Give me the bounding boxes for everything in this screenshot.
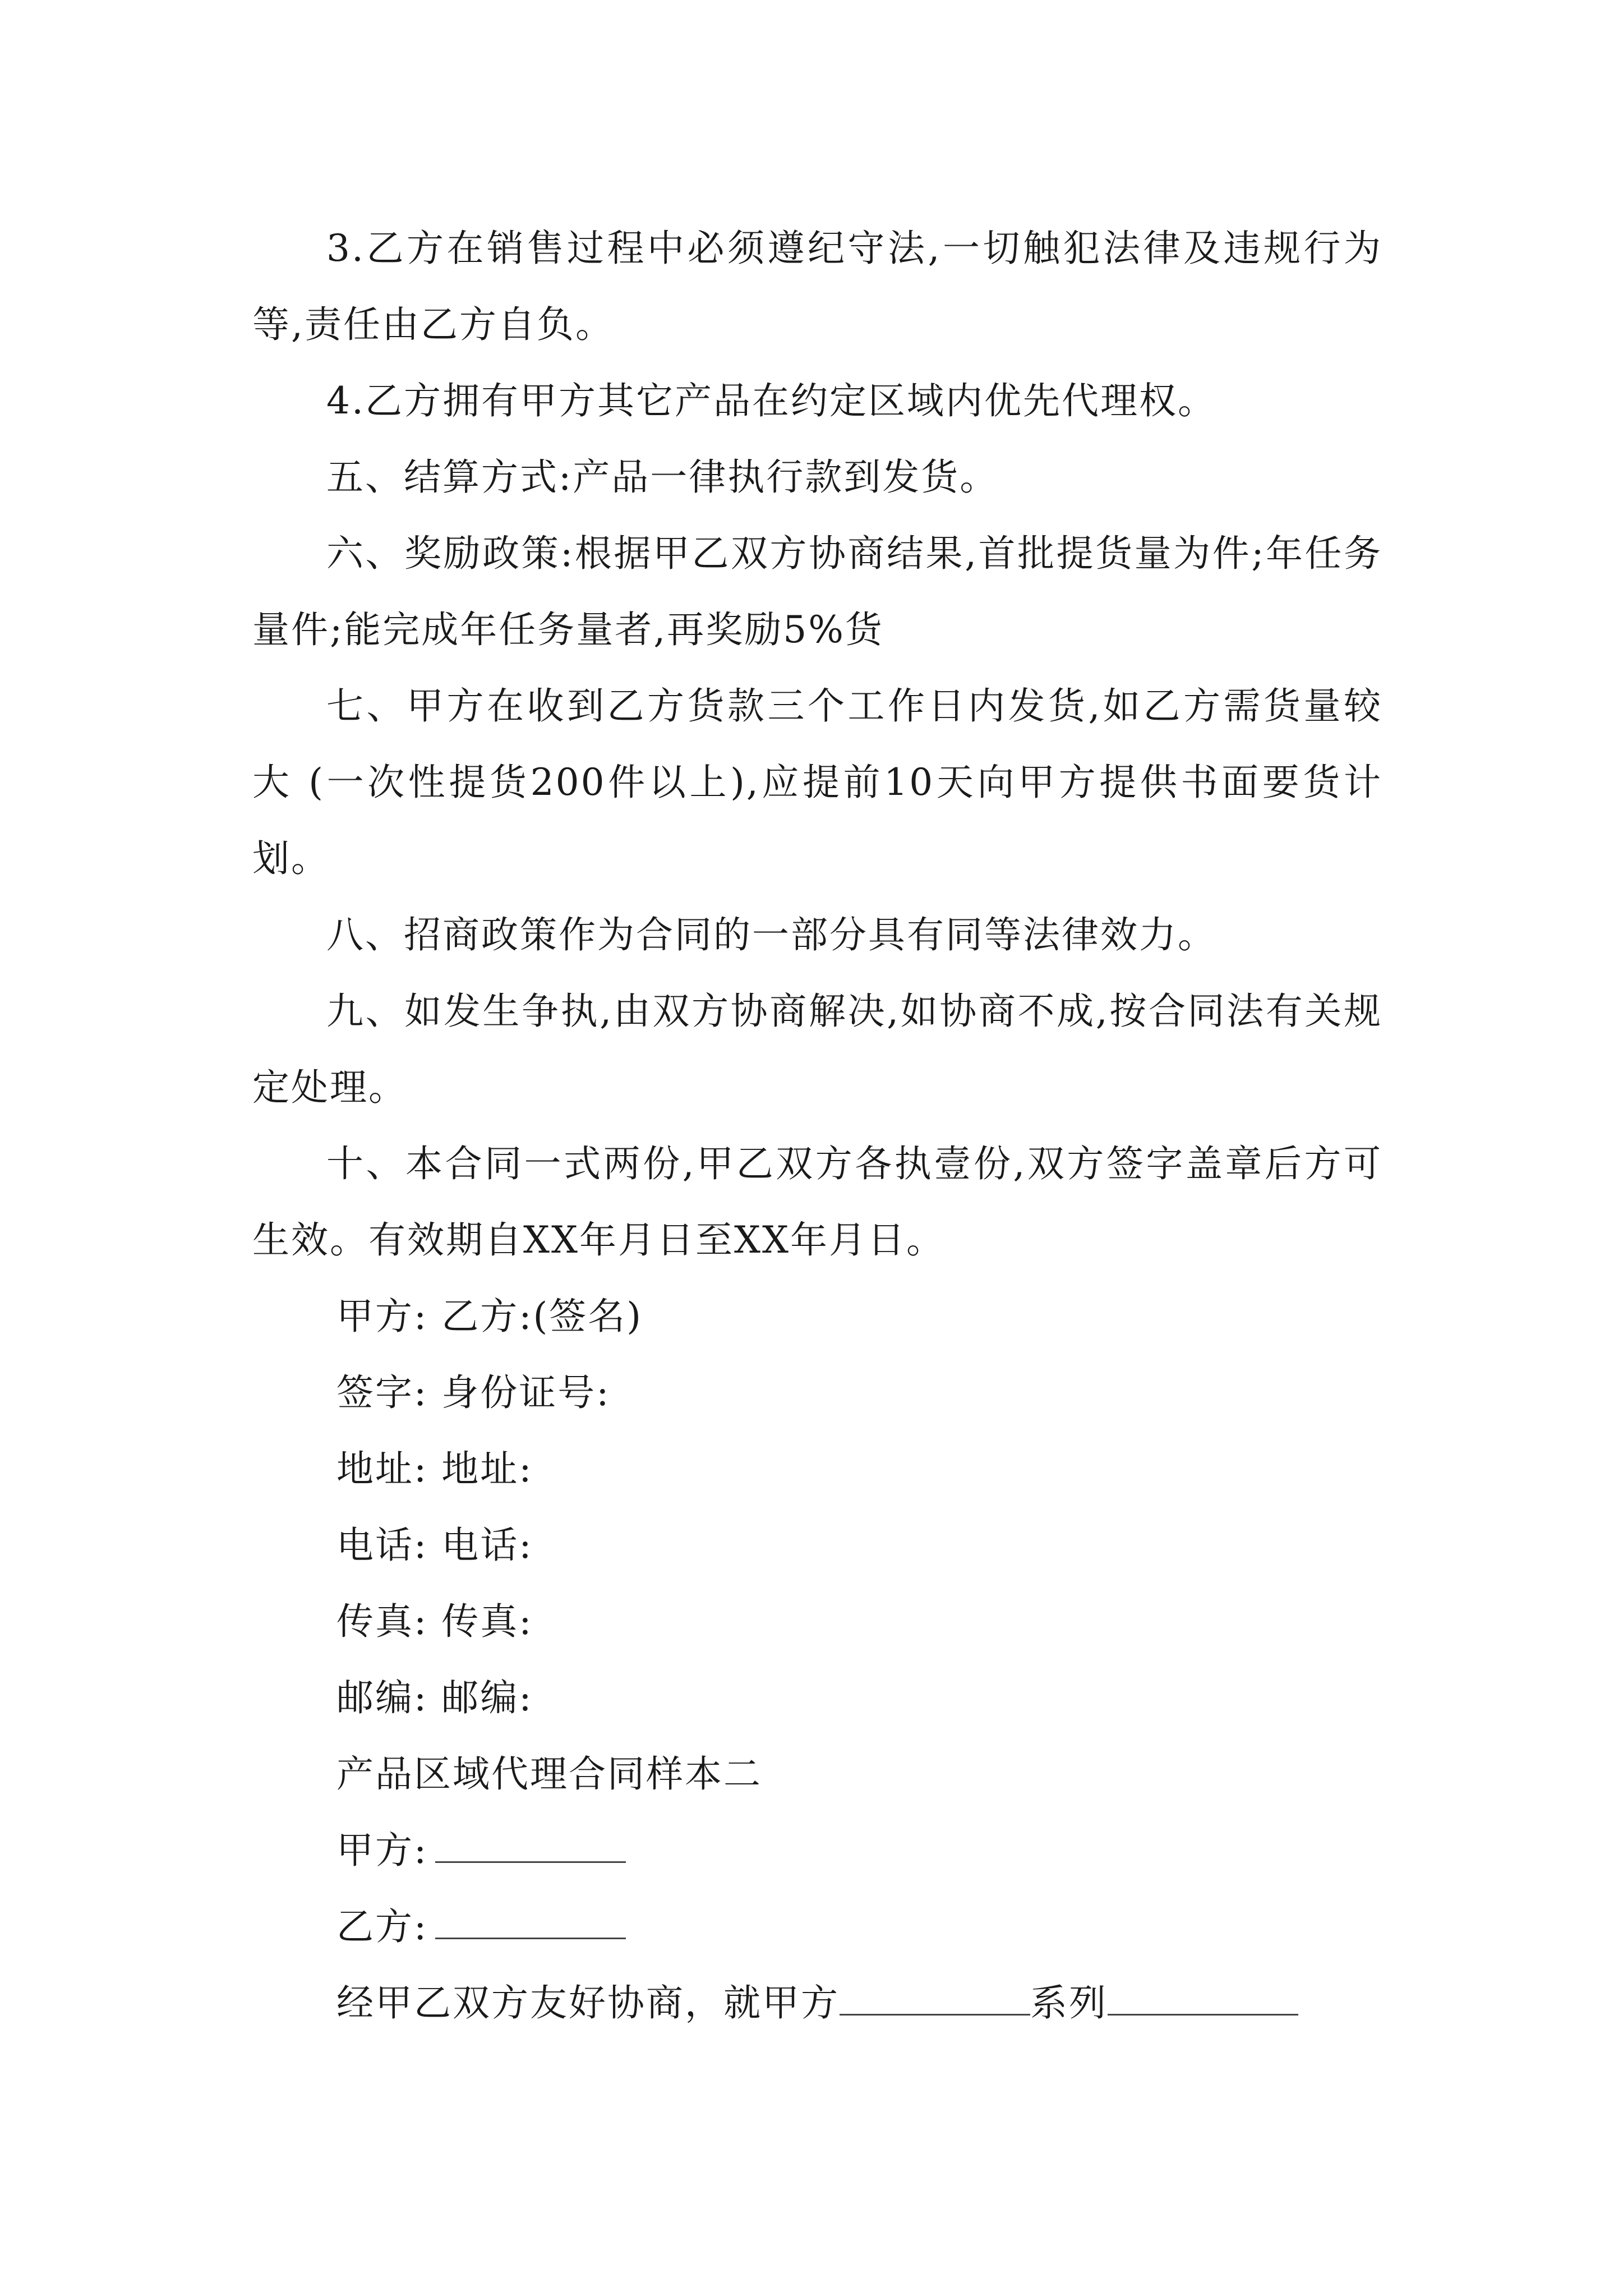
clause-dispute: 九、如发生争执,由双方协商解决,如协商不成,按合同法有关规定处理。 <box>252 990 1382 1109</box>
product-brand-blank <box>840 1981 1030 2016</box>
signature-sign-line: 签字: 身份证号: <box>336 1371 611 1414</box>
signature-fax-line: 传真: 传真: <box>336 1600 533 1643</box>
agreement-intro-prefix: 经甲乙双方友好协商，就甲方 <box>336 1981 840 2024</box>
clause-validity: 十、本合同一式两份,甲乙双方各执壹份,双方签字盖章后方可生效。有效期自XX年月日至XX年月日。 <box>252 1142 1382 1262</box>
party-b-blank <box>435 1904 626 1939</box>
clause-3: 3.乙方在销售过程中必须遵纪守法,一切触犯法律及违规行为等,责任由乙方自负。 <box>252 227 1382 346</box>
signature-address-line: 地址: 地址: <box>336 1447 533 1490</box>
agreement-intro-line <box>252 1965 1382 2041</box>
party-a-line <box>252 1812 1382 1889</box>
party-b-line <box>252 1889 1382 1965</box>
section-title: 产品区域代理合同样本二 <box>336 1752 762 1796</box>
clause-investment-policy: 八、招商政策作为合同的一部分具有同等法律效力。 <box>326 913 1216 956</box>
clause-settlement: 五、结算方式:产品一律执行款到发货。 <box>326 455 999 499</box>
clause-reward-policy: 六、奖励政策:根据甲乙双方协商结果,首批提货量为件;年任务量件;能完成年任务量者,再奖励5%货 <box>252 532 1382 651</box>
signature-party-line: 甲方: 乙方:(签名) <box>336 1295 643 1338</box>
party-a-label: 甲方: <box>336 1829 428 1872</box>
agreement-intro-series: 系列 <box>1030 1981 1108 2024</box>
document-body <box>252 210 1382 2041</box>
clause-delivery: 七、甲方在收到乙方货款三个工作日内发货,如乙方需货量较大 (一次性提货200件以上),应提前10天向甲方提供书面要货计划。 <box>252 684 1382 880</box>
clause-4: 4.乙方拥有甲方其它产品在约定区域内优先代理权。 <box>326 379 1216 422</box>
signature-phone-line: 电话: 电话: <box>336 1524 533 1567</box>
signature-postcode-line: 邮编: 邮编: <box>336 1676 533 1719</box>
party-a-blank <box>435 1828 626 1863</box>
product-series-blank <box>1108 1981 1298 2016</box>
party-b-label: 乙方: <box>336 1905 428 1948</box>
